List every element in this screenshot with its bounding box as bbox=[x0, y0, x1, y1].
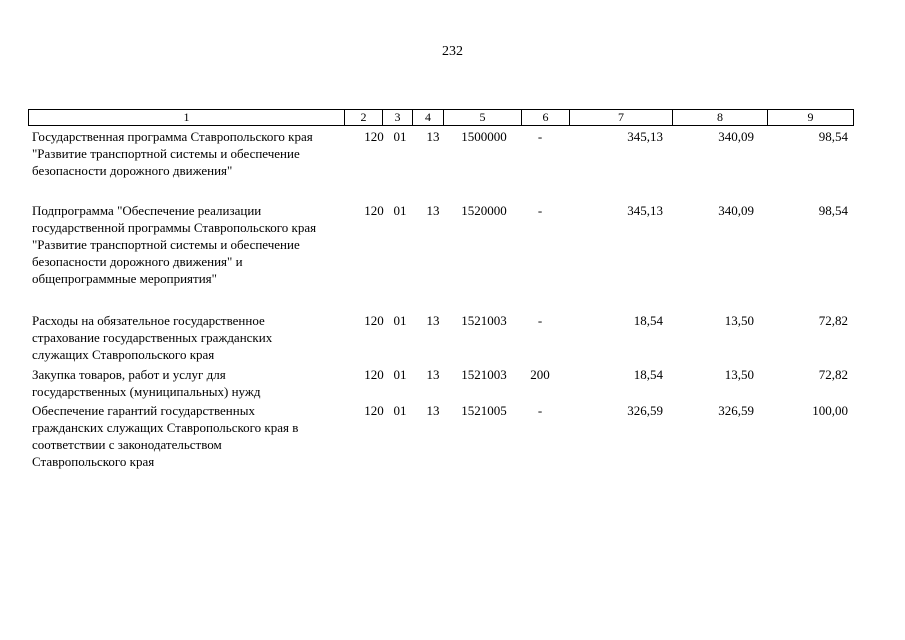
col-2-value: 120 bbox=[364, 313, 384, 328]
description-line: "Развитие транспортной системы и обеспечение bbox=[32, 237, 300, 252]
description-line: общепрограммные мероприятия" bbox=[32, 271, 217, 286]
header-col-4: 4 bbox=[413, 110, 444, 125]
row-description bbox=[32, 312, 350, 363]
col-6-value: - bbox=[537, 129, 543, 144]
description-line: соответствии с законодательством bbox=[32, 437, 222, 452]
description-line: государственной программы Ставропольского края bbox=[32, 220, 317, 235]
col-9-value: 72,82 bbox=[818, 313, 848, 328]
col-4-value: 13 bbox=[426, 203, 440, 218]
col-3-value: 01 bbox=[393, 403, 407, 418]
description-line: гражданских служащих Ставропольского края в bbox=[32, 420, 299, 435]
header-col-5: 5 bbox=[444, 110, 522, 125]
col-2-value: 120 bbox=[364, 129, 384, 144]
col-4-value: 13 bbox=[426, 313, 440, 328]
description-line: государственных (муниципальных) нужд bbox=[32, 384, 261, 399]
row-description bbox=[32, 366, 350, 400]
col-8-value: 326,59 bbox=[718, 403, 754, 418]
col-6-value: - bbox=[537, 313, 543, 328]
col-9-value: 100,00 bbox=[812, 403, 848, 418]
description-line: безопасности дорожного движения" и bbox=[32, 254, 243, 269]
col-8-value: 13,50 bbox=[724, 367, 754, 382]
col-2-value: 120 bbox=[364, 203, 384, 218]
col-5-value: 1521003 bbox=[461, 367, 507, 382]
page-number: 232 bbox=[442, 44, 463, 59]
description-line: служащих Ставропольского края bbox=[32, 347, 215, 362]
header-col-2: 2 bbox=[345, 110, 383, 125]
col-3-value: 01 bbox=[393, 129, 407, 144]
col-8-value: 340,09 bbox=[718, 129, 754, 144]
col-9-value: 98,54 bbox=[818, 129, 848, 144]
col-8-value: 13,50 bbox=[724, 313, 754, 328]
col-2-value: 120 bbox=[364, 403, 384, 418]
col-7-value: 326,59 bbox=[627, 403, 663, 418]
col-9-value: 98,54 bbox=[818, 203, 848, 218]
col-3-value: 01 bbox=[393, 313, 407, 328]
col-3-value: 01 bbox=[393, 367, 407, 382]
col-6-value: 200 bbox=[530, 367, 550, 382]
description-line: безопасности дорожного движения" bbox=[32, 163, 233, 178]
description-line: страхование государственных гражданских bbox=[32, 330, 273, 345]
col-3-value: 01 bbox=[393, 203, 407, 218]
description-line: Расходы на обязательное государственное bbox=[32, 313, 265, 328]
description-line: Подпрограмма "Обеспечение реализации bbox=[32, 203, 262, 218]
row-description bbox=[32, 128, 350, 179]
header-col-3: 3 bbox=[383, 110, 413, 125]
description-line: Ставропольского края bbox=[32, 454, 155, 469]
col-7-value: 18,54 bbox=[633, 367, 663, 382]
header-col-7: 7 bbox=[570, 110, 673, 125]
description-line: "Развитие транспортной системы и обеспечение bbox=[32, 146, 300, 161]
col-5-value: 1500000 bbox=[461, 129, 507, 144]
col-4-value: 13 bbox=[426, 403, 440, 418]
col-4-value: 13 bbox=[426, 129, 440, 144]
col-4-value: 13 bbox=[426, 367, 440, 382]
table-header bbox=[28, 109, 854, 126]
col-2-value: 120 bbox=[364, 367, 384, 382]
row-description bbox=[32, 402, 350, 470]
header-col-8: 8 bbox=[673, 110, 768, 125]
col-5-value: 1521003 bbox=[461, 313, 507, 328]
header-col-6: 6 bbox=[522, 110, 570, 125]
col-7-value: 345,13 bbox=[627, 129, 663, 144]
row-description bbox=[32, 202, 350, 287]
header-col-9: 9 bbox=[807, 110, 814, 124]
description-line: Обеспечение гарантий государственных bbox=[32, 403, 255, 418]
col-7-value: 345,13 bbox=[627, 203, 663, 218]
col-6-value: - bbox=[537, 403, 543, 418]
col-7-value: 18,54 bbox=[633, 313, 663, 328]
col-5-value: 1520000 bbox=[461, 203, 507, 218]
description-line: Государственная программа Ставропольского края bbox=[32, 129, 313, 144]
header-col-1: 1 bbox=[29, 110, 345, 125]
col-9-value: 72,82 bbox=[818, 367, 848, 382]
description-line: Закупка товаров, работ и услуг для bbox=[32, 367, 226, 382]
col-8-value: 340,09 bbox=[718, 203, 754, 218]
col-5-value: 1521005 bbox=[461, 403, 507, 418]
col-6-value: - bbox=[537, 203, 543, 218]
